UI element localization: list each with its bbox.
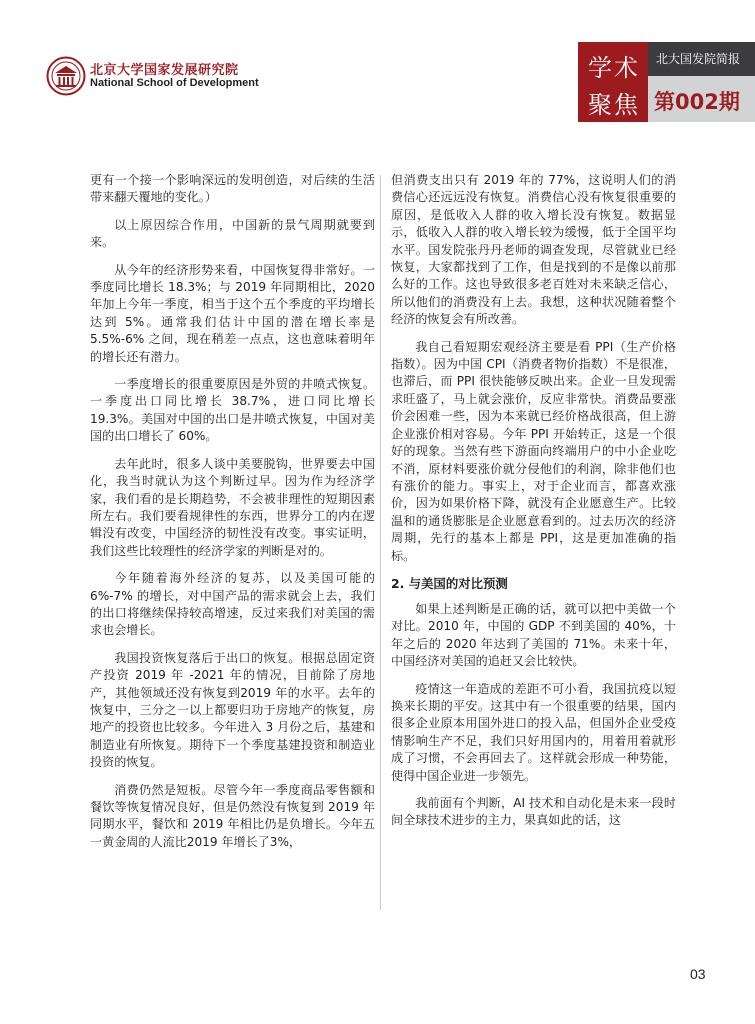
org-name-en: National School of Development (90, 77, 259, 89)
section-header (578, 42, 755, 122)
section-badge-line2: 聚焦 (588, 91, 640, 119)
page-number: 03 (690, 966, 706, 982)
paragraph: 我自己看短期宏观经济主要是看 PPI（生产价格指数）。因为中国 CPI（消费者物价指数）不是很准，也滞后，而 PPI 很快能够反映出来。企业一旦发现需求旺盛了，马上就会涨价，反应非常快。消费品要涨价会困难一些，因为本来就已经价格战很高，但上游企业涨价相对容易。今年 PPI 开始转正，这是一个很好的现象。当然有些下游面向终端用户的中小企业吃不消，原材料要涨价就分侵他们的利润，除非他们也有涨价的能力。事实上，对于企业而言，都喜欢涨价，因为如果价格下降，就没有企业愿意生产。比较温和的通货膨胀是企业愿意看到的。过去历次的经济周期，先行的基本上都是 PPI，这是更加准确的指标。 (391, 339, 676, 563)
issue-box (648, 76, 755, 122)
paragraph: 如果上述判断是正确的话，就可以把中美做一个对比。2010 年，中国的 GDP 不到美国的 40%，十年之后的 2020 年达到了美国的 71%。未来十年，中国经济对美国的追赶又会比较快。 (391, 601, 676, 669)
right-column (391, 172, 676, 840)
paragraph: 一季度增长的很重要原因是外贸的井喷式恢复。一季度出口同比增长 38.7%，进口同比增长 19.3%。美国对中国的出口是井喷式恢复，中国对美国的出口增长了 60%。 (90, 377, 375, 444)
pku-seal-icon (46, 56, 86, 96)
paragraph: 从今年的经济形势来看，中国恢复得非常好。一季度同比增长 18.3%；与 2019 年同期相比，2020 年加上今年一季度，相当于这个五个季度的平均增长达到 5%。通常我们估计中国的潜在增长率是 5.5%-6% 之间，现在稍差一点点，这也意味着明年的增长还有潜力。 (90, 262, 375, 364)
issue-number: 第002期 (654, 90, 740, 114)
org-name-cn: 北京大学国家发展研究院 (90, 63, 239, 78)
section-badge-line1: 学术 (588, 54, 640, 82)
left-column (90, 172, 375, 861)
paragraph: 我前面有个判断，AI 技术和自动化是未来一段时间全球技术进步的主力，果真如此的话，这 (391, 796, 676, 828)
paragraph: 我国投资恢复落后于出口的恢复。根据总固定资产投资 2019 年 -2021 年的情况，目前除了房地产，其他领域还没有恢复到2019 年的水平。去年的恢复中，三分之一以上都要归功于房地产的恢复，房地产的投资也比较多。今年进入 3 月份之后，基建和制造业有所恢复。期待下一个季度基建投资和制造业投资的恢复。 (90, 650, 375, 770)
column-divider (380, 175, 381, 910)
section-heading: 2. 与美国的对比预测 (391, 575, 508, 591)
paragraph: 以上原因综合作用，中国新的景气周期就要到来。 (90, 217, 375, 250)
paragraph: 更有一个接一个影响深远的发明创造，对后续的生活带来翻天覆地的变化。） (90, 173, 375, 205)
paragraph: 消费仍然是短板。尽管今年一季度商品零售额和餐饮等恢复情况良好，但是仍然没有恢复到 2019 年同期水平，餐饮和 2019 年相比仍是负增长。今年五一黄金周的人流比2019 年增长了3%， (90, 782, 375, 849)
publication-title: 北大国发院简报 (648, 42, 755, 76)
paragraph: 去年此时，很多人谈中美要脱钩，世界要去中国化，我当时就认为这个判断过早。因为作为经济学家，我们看的是长期趋势，不会被非理性的短期因素所左右。我们要看规律性的东西，世界分工的内在逻辑没有改变，中国经济的韧性没有改变。事实证明，我们这些比较理性的经济学家的判断是对的。 (90, 456, 375, 558)
paragraph: 今年随着海外经济的复苏，以及美国可能的 6%-7% 的增长，对中国产品的需求就会上去，我们的出口将继续保持较高增速，反过来我们对美国的需求也会增长。 (90, 571, 375, 638)
paragraph: 疫情这一年造成的差距不可小看，我国抗疫以短换来长期的平安。这其中有一个很重要的结果，国内很多企业原本用国外进口的投入品，但国外企业受疫情影响生产不足，我们只好用国内的，用着用着就形成了习惯，不会再回去了。这样就会形成一种势能，使得中国企业进一步领先。 (391, 681, 676, 783)
paragraph: 但消费支出只有 2019 年的 77%，这说明人们的消费信心还远远没有恢复。消费信心没有恢复很重要的原因，是低收入人群的收入增长没有恢复。数据显示，低收入人群的收入增长较为缓慢，低于全国平均水平。国发院张丹丹老师的调查发现，尽管就业已经恢复，大家都找到了工作，但是找到的不是像以前那么好的工作。这也导致很多老百姓对未来缺乏信心，所以他们的消费没有上去。我想，这种状况随着整个经济的恢复会有所改善。 (391, 173, 676, 327)
section-badge (578, 42, 648, 122)
institution-logo (46, 56, 266, 100)
